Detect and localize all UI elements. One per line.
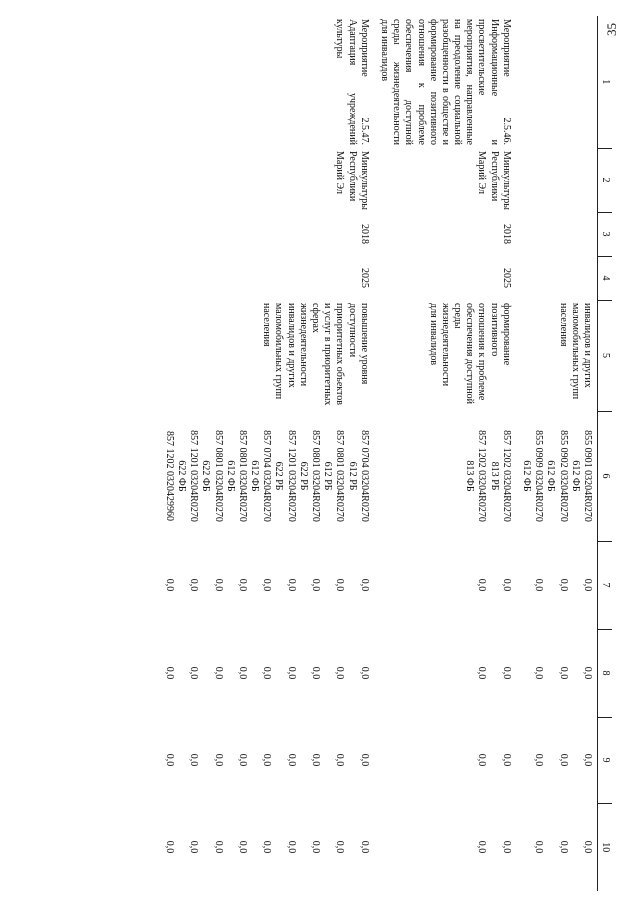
budget-code-line: 855 0902 03204R0270 [557,430,569,522]
start-year-cell [516,212,598,256]
value: 0,0 [163,666,175,680]
budget-code-line: 612 РБ [346,461,358,491]
budget-code-line: 622 РБ [297,461,309,491]
result-line: доступности [346,303,358,358]
budget-code-line: 857 1202 03204R0270 [500,430,512,522]
value: 0,0 [212,840,224,854]
result-line: позитивного [488,303,500,357]
value: 0,0 [557,753,569,767]
value-cell-col8 [159,629,374,717]
value-cell-col10 [159,803,374,891]
value: 0,0 [261,840,273,854]
executor-line: Республики [346,151,358,202]
result-line: формирование [500,303,512,366]
value: 0,0 [188,840,200,854]
column-header-7: 7 [598,541,613,629]
value: 0,0 [358,753,370,767]
value-cell-col8 [374,629,516,717]
value-cell-col7 [516,541,598,629]
result-line: населения [557,303,569,347]
table-row [516,16,598,891]
value: 0,0 [212,578,224,592]
result-line: маломобильных групп [569,303,581,400]
value: 0,0 [236,840,248,854]
value: 0,0 [557,666,569,680]
value: 0,0 [261,578,273,592]
value: 0,0 [582,753,593,767]
value: 0,0 [533,840,545,854]
budget-code-line: 857 0801 03204R0270 [310,430,322,522]
budget-code-line: 857 0704 03204R0270 [261,430,273,522]
result-line: для инвалидов [427,303,439,366]
value: 0,0 [334,840,346,854]
column-header-2: 2 [598,148,613,212]
value-cell-col9 [159,717,374,803]
value-cell-col8 [516,629,598,717]
budget-code-line: 622 РБ [273,461,285,491]
value: 0,0 [310,840,322,854]
executor-line: Минкультуры [500,151,512,210]
value: 0,0 [334,578,346,592]
column-header-1: 1 [598,16,613,148]
start-year-cell: 2018 [500,224,512,244]
result-line: и услуг в приоритетных [322,303,334,406]
value: 0,0 [557,840,569,854]
event-cell: Мероприятие 2.5.47. Адаптация учреждений культуры [334,19,370,145]
budget-codes-cell [374,411,516,541]
result-line: среды [452,303,464,329]
end-year-cell: 2025 [500,268,512,288]
executor-line: Республики [488,151,500,202]
budget-code-line: 612 РБ [322,461,334,491]
budget-codes-cell [516,411,598,541]
value: 0,0 [261,666,273,680]
value: 0,0 [476,753,488,767]
value-cell-col7 [159,541,374,629]
value: 0,0 [163,840,175,854]
end-year-cell [516,256,598,300]
result-line: сферах [310,303,322,333]
event-cell: Мероприятие 2.5.46. Информационные и просветительские мероприятия, направленные на преодоление социальной разобщенности в обществе и формирование позитивного отношения к проблеме обеспечения доступной среды жизнедеятельности для инвалидов [379,19,512,145]
budget-code-line: 612 ФБ [545,460,557,492]
value: 0,0 [236,666,248,680]
value: 0,0 [212,753,224,767]
result-cell [159,300,374,411]
value: 0,0 [500,666,512,680]
result-line: инвалидов и других [285,303,297,388]
result-line: населения [261,303,273,347]
column-header-8: 8 [598,629,613,717]
value: 0,0 [285,753,297,767]
budget-code-line: 855 0901 03204R0270 [582,430,593,522]
budget-code-line: 622 ФБ [176,460,187,492]
value: 0,0 [358,840,370,854]
value: 0,0 [285,578,297,592]
budget-code-line: 612 ФБ [224,460,236,492]
value-cell-col7 [374,541,516,629]
value: 0,0 [500,753,512,767]
budget-code-line: 813 ФБ [464,460,476,492]
budget-code-line: 857 0801 03204R0270 [334,430,346,522]
page-number: 35 [604,23,619,36]
budget-code-line: 857 1202 03204R0270 [476,430,488,522]
budget-code-line: 855 0909 03204R0270 [533,430,545,522]
value: 0,0 [163,578,175,592]
column-header-10: 10 [598,803,613,891]
value: 0,0 [236,753,248,767]
value: 0,0 [261,753,273,767]
result-line: приоритетных объектов [334,303,346,405]
budget-code-line: 612 ФБ [569,460,581,492]
executor-cell [374,148,516,212]
value: 0,0 [188,666,200,680]
executor-line: Минкультуры [358,151,370,210]
result-cell [516,300,598,411]
value: 0,0 [188,578,200,592]
column-number-header-row [598,16,613,891]
budget-codes-cell [159,411,374,541]
program-events-table [159,16,612,891]
column-header-5: 5 [598,300,613,411]
value: 0,0 [212,666,224,680]
value: 0,0 [285,840,297,854]
column-header-4: 4 [598,256,613,300]
value: 0,0 [358,666,370,680]
value: 0,0 [533,753,545,767]
value: 0,0 [163,753,175,767]
result-line: повышение уровня [358,303,370,385]
budget-code-line: 622 ФБ [200,460,212,492]
column-header-6: 6 [598,411,613,541]
value-cell-col9 [516,717,598,803]
value: 0,0 [533,666,545,680]
value-cell-col10 [516,803,598,891]
result-line: обеспечения доступной [464,303,476,404]
value: 0,0 [310,753,322,767]
budget-code-line: 857 0801 03204R0270 [236,430,248,522]
value: 0,0 [533,578,545,592]
value: 0,0 [310,666,322,680]
budget-code-line: 857 1202 0320429960 [163,431,175,521]
value: 0,0 [557,578,569,592]
value-cell-col9 [374,717,516,803]
budget-code-line: 857 0704 03204R0270 [358,430,370,522]
column-header-3: 3 [598,212,613,256]
table-row [374,16,516,891]
value: 0,0 [334,753,346,767]
executor-line: Марий Эл [476,151,488,194]
executor-cell [159,148,374,212]
budget-code-line: 612 ФБ [521,460,533,492]
value: 0,0 [310,578,322,592]
result-line: жизнедеятельности [439,303,451,387]
budget-code-line: 857 1201 03204R0270 [285,430,297,522]
result-line: инвалидов и других [582,303,593,388]
value: 0,0 [188,753,200,767]
end-year-cell: 2025 [358,268,370,288]
result-line: отношения к проблеме [476,303,488,401]
value-cell-col10 [374,803,516,891]
value: 0,0 [500,840,512,854]
budget-code-line: 612 ФБ [249,460,261,492]
result-cell [374,300,516,411]
value: 0,0 [476,666,488,680]
executor-cell [516,148,598,212]
budget-code-line: 813 РБ [488,461,500,491]
value: 0,0 [500,578,512,592]
value: 0,0 [582,578,593,592]
rotated-table-sheet [90,16,612,891]
start-year-cell: 2018 [358,224,370,244]
value: 0,0 [285,666,297,680]
value: 0,0 [236,578,248,592]
result-line: маломобильных групп [273,303,285,400]
value: 0,0 [476,578,488,592]
value: 0,0 [334,666,346,680]
event-cell [516,16,598,148]
budget-code-line: 857 0801 03204R0270 [212,430,224,522]
executor-line: Марий Эл [334,151,346,194]
value: 0,0 [476,840,488,854]
column-header-9: 9 [598,717,613,803]
budget-code-line: 857 1201 03204R0270 [188,430,200,522]
value: 0,0 [582,840,593,854]
result-line: жизнедеятельности [297,303,309,387]
value: 0,0 [582,666,593,680]
value: 0,0 [358,578,370,592]
table-row [159,16,374,891]
